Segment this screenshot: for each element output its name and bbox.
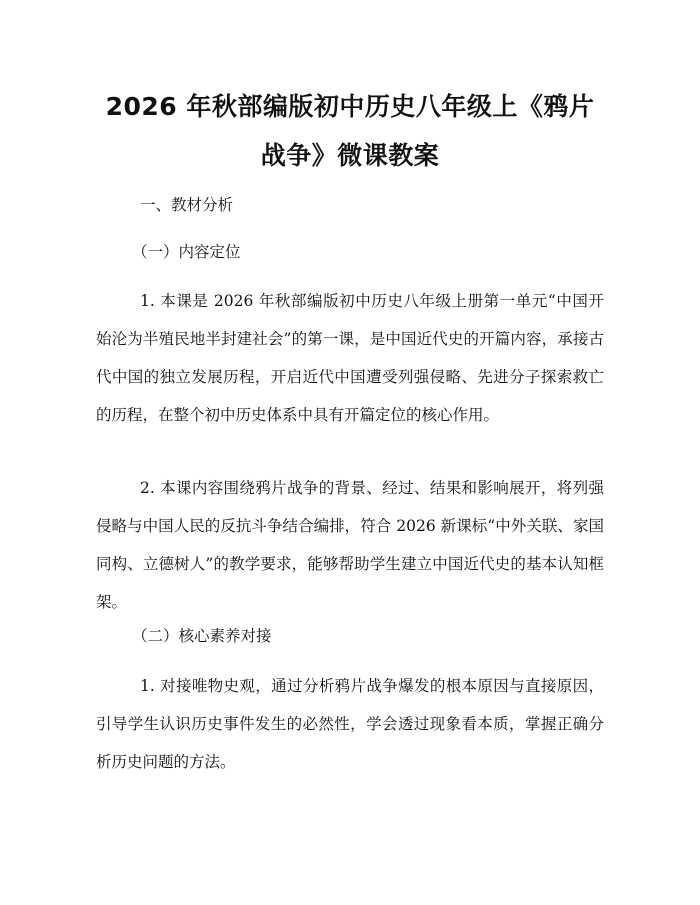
- subsection-heading-core-literacy: （二）核心素养对接: [132, 627, 272, 645]
- paragraph-core-literacy-1: 1. 对接唯物史观，通过分析鸦片战争爆发的根本原因与直接原因，引导学生认识历史事件发生的必然性，学会透过现象看本质，掌握正确分析历史问题的方法。: [96, 677, 604, 771]
- section-heading-textbook-analysis: 一、教材分析: [140, 196, 234, 214]
- paragraph-content-position-1: 1. 本课是 2026 年秋部编版初中历史八年级上册第一单元“中国开始沦为半殖民地半封建社会”的第一课，是中国近代史的开篇内容，承接古代中国的独立发展历程，开启近代中国遭受列强侵略、先进分子探索救亡的历程，在整个初中历史体系中具有开篇定位的核心作用。: [96, 292, 604, 424]
- paragraph-content-position-2: 2. 本课内容围绕鸦片战争的背景、经过、结果和影响展开，将列强侵略与中国人民的反抗斗争结合编排，符合 2026 新课标“中外关联、家国同构、立德树人”的教学要求，能够帮助学生建立中国近代史的基本认知框架。: [96, 479, 604, 611]
- document-title: 2026 年秋部编版初中历史八年级上《鸦片战争》微课教案: [105, 92, 595, 170]
- subsection-heading-content-position: （一）内容定位: [132, 243, 241, 261]
